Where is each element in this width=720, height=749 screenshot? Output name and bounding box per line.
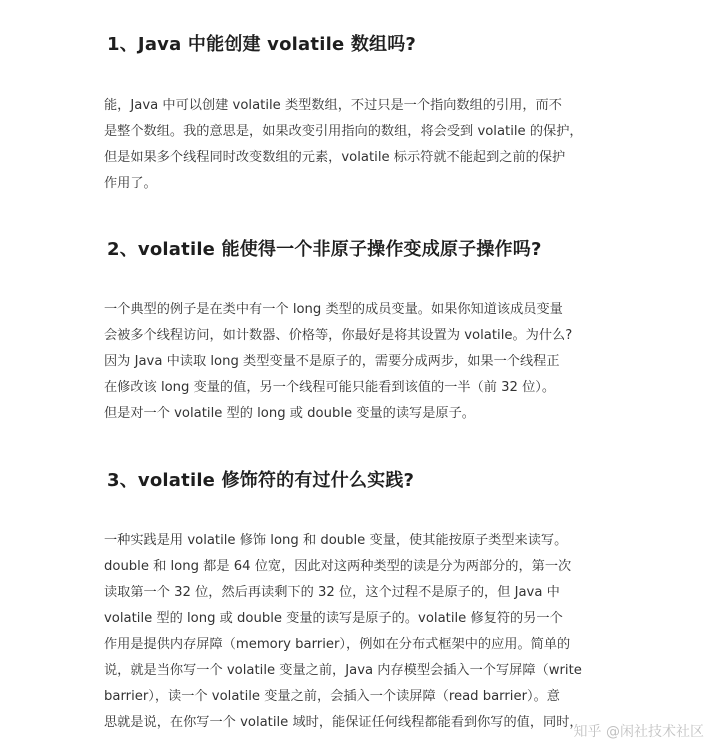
paragraph-line: 一个典型的例子是在类中有一个 long 类型的成员变量。如果你知道该成员变量 xyxy=(104,302,563,317)
section-3-heading: 3、volatile 修饰符的有过什么实践? xyxy=(107,470,415,491)
paragraph-line: double 和 long 都是 64 位宽，因此对这两种类型的读是分为两部分的，第一次 xyxy=(104,559,572,574)
section-2-heading: 2、volatile 能使得一个非原子操作变成原子操作吗? xyxy=(107,239,542,260)
paragraph-line: 因为 Java 中读取 long 类型变量不是原子的，需要分成两步，如果一个线程正 xyxy=(104,354,560,369)
paragraph-line: 说，就是当你写一个 volatile 变量之前，Java 内存模型会插入一个写屏障（write xyxy=(104,663,582,678)
section-1-heading: 1、Java 中能创建 volatile 数组吗? xyxy=(107,34,417,55)
paragraph-line: 读取第一个 32 位，然后再读剩下的 32 位，这个过程不是原子的，但 Java 中 xyxy=(104,585,560,600)
section-3-paragraph xyxy=(104,528,614,736)
paragraph-line: 能，Java 中可以创建 volatile 类型数组，不过只是一个指向数组的引用，而不 xyxy=(104,98,562,113)
paragraph-line: 会被多个线程访问，如计数器、价格等，你最好是将其设置为 volatile。为什么? xyxy=(104,328,573,343)
paragraph-line: 但是如果多个线程同时改变数组的元素，volatile 标示符就不能起到之前的保护 xyxy=(104,150,566,165)
watermark: 知乎 @闲社技术社区 xyxy=(573,724,704,740)
paragraph-line: 一种实践是用 volatile 修饰 long 和 double 变量，使其能按原子类型来读写。 xyxy=(104,533,568,548)
paragraph-line: 是整个数组。我的意思是，如果改变引用指向的数组，将会受到 volatile 的保护， xyxy=(104,124,583,139)
section-1-paragraph xyxy=(104,93,614,197)
paragraph-line: volatile 型的 long 或 double 变量的读写是原子的。volatile 修复符的另一个 xyxy=(104,611,563,626)
paragraph-line: 在修改该 long 变量的值，另一个线程可能只能看到该值的一半（前 32 位）。 xyxy=(104,380,556,395)
paragraph-line: 作用了。 xyxy=(104,176,157,191)
paragraph-line: 但是对一个 volatile 型的 long 或 double 变量的读写是原子。 xyxy=(104,406,475,421)
paragraph-line: 思就是说，在你写一个 volatile 域时，能保证任何线程都能看到你写的值，同时， xyxy=(104,715,583,730)
paragraph-line: barrier），读一个 volatile 变量之前，会插入一个读屏障（read barrier）。意 xyxy=(104,689,560,704)
paragraph-line: 作用是提供内存屏障（memory barrier），例如在分布式框架中的应用。简单的 xyxy=(104,637,571,652)
section-2-paragraph xyxy=(104,297,614,427)
